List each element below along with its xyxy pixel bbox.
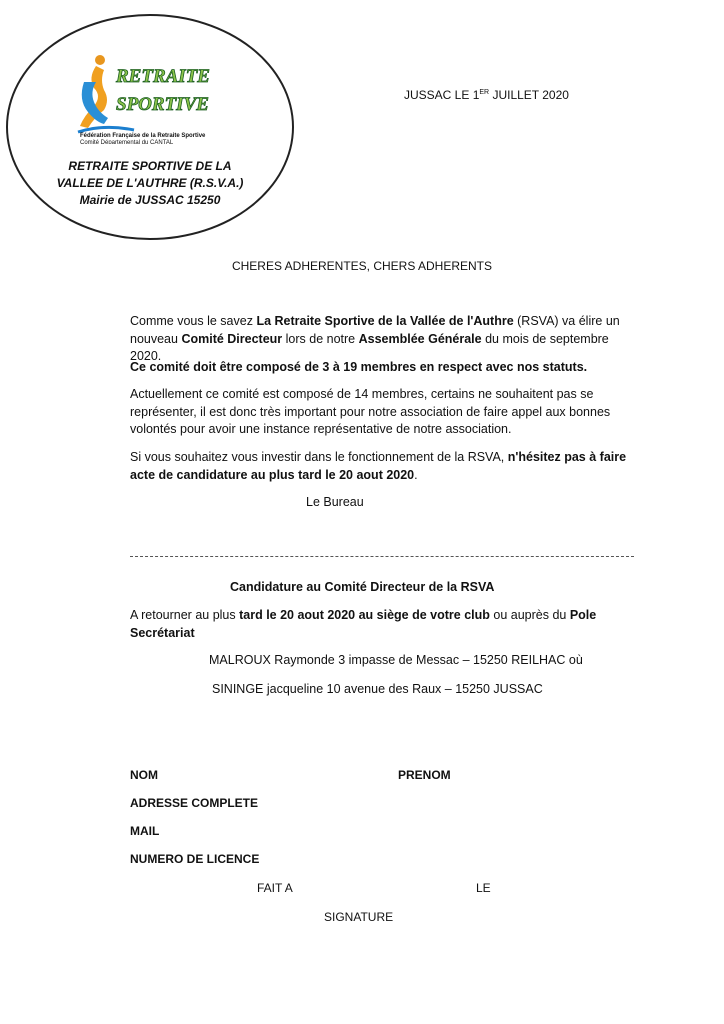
field-adresse-label: ADRESSE COMPLETE bbox=[130, 796, 259, 810]
logo-federation: Fédération Française de la Retraite Sportive bbox=[80, 133, 206, 139]
fait-a-label: FAIT A bbox=[257, 881, 293, 895]
address-1: MALROUX Raymonde 3 impasse de Messac – 15250 REILHAC où bbox=[209, 653, 583, 667]
le-label: LE bbox=[476, 881, 491, 895]
signature-label: SIGNATURE bbox=[324, 910, 394, 924]
paragraph-2: Ce comité doit être composé de 3 à 19 membres en respect avec nos statuts. bbox=[130, 360, 588, 374]
field-mail-label: MAIL bbox=[130, 824, 160, 838]
retraite-sportive-logo bbox=[74, 52, 234, 144]
field-licence-label: NUMERO DE LICENCE bbox=[130, 852, 260, 866]
cut-line bbox=[130, 556, 634, 557]
field-nom-label: NOM bbox=[130, 768, 158, 782]
paragraph-1: Comme vous le savez La Retraite Sportive de la Vallée de l'Authre (RSVA) va élire un nouveau Comité Directeur lors de notre Assemblée Générale du mois de septembre 2020. bbox=[130, 314, 620, 363]
paragraph-3: Actuellement ce comité est composé de 14 membres, certains ne souhaitent pas se représenter, il est donc très important pour notre association de faire appel aux bonnes volontés pour avoir une instance représentative de notre association. bbox=[130, 387, 611, 436]
org-name-line2: VALLEE DE L'AUTHRE (R.S.V.A.) bbox=[56, 176, 244, 190]
org-address: Mairie de JUSSAC 15250 bbox=[79, 193, 221, 207]
org-name-line1: RETRAITE SPORTIVE DE LA bbox=[68, 159, 232, 173]
return-instructions: A retourner au plus tard le 20 aout 2020 au siège de votre club ou auprès du Pole Secrétariat bbox=[130, 608, 597, 640]
paragraph-4: Si vous souhaitez vous investir dans le fonctionnement de la RSVA, n'hésitez pas à faire acte de candidature au plus tard le 20 aout 2020. bbox=[130, 450, 627, 482]
letter-date: JUSSAC LE 1ER JUILLET 2020 bbox=[404, 88, 569, 102]
field-prenom-label: PRENOM bbox=[398, 768, 451, 782]
signoff: Le Bureau bbox=[306, 495, 364, 509]
address-2: SININGE jacqueline 10 avenue des Raux – 15250 JUSSAC bbox=[212, 682, 543, 696]
logo-text-line1: RETRAITE bbox=[116, 66, 210, 87]
salutation: CHERES ADHERENTES, CHERS ADHERENTS bbox=[231, 259, 493, 273]
logo-text-line2: SPORTIVE bbox=[116, 94, 209, 115]
form-title: Candidature au Comité Directeur de la RSVA bbox=[230, 580, 495, 594]
logo-comite: Comité Départemental du CANTAL bbox=[80, 140, 174, 144]
